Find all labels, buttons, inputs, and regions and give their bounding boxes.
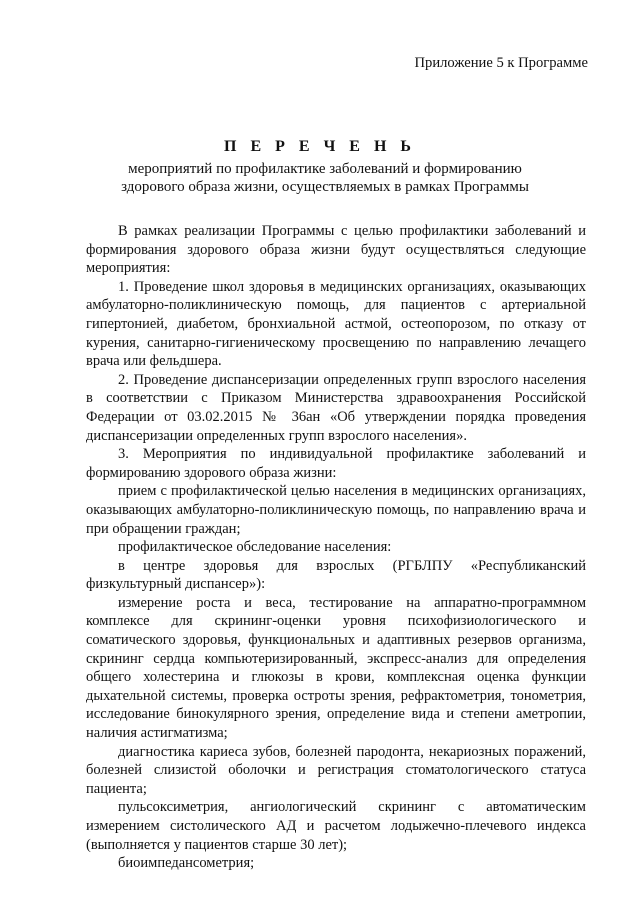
dental-paragraph: диагностика кариеса зубов, болезней пародонта, некариозных поражений, болезней слизистой оболочки и регистрация стоматологического статуса пациента;	[86, 743, 586, 797]
document-subtitle: мероприятий по профилактике заболеваний и формированию здорового образа жизни, осуществляемых в рамках Программы	[121, 161, 529, 195]
examination-paragraph: профилактическое обследование населения:	[118, 539, 392, 556]
intro-paragraph: В рамках реализации Программы с целью профилактики заболеваний и формирования здорового образа жизни будут осуществляться следующие мероприятия:	[86, 223, 586, 277]
item-1-paragraph: 1. Проведение школ здоровья в медицинских организациях, оказывающих амбулаторно-поликлиническую помощь, для пациентов с артериальной гипертонией, диабетом, бронхиальной астмой, остеопорозом, по отказу от курения, санитарно-гигиеническому просвещению по направлению лечащего врача или фельдшера.	[86, 278, 586, 370]
item-2-paragraph: 2. Проведение диспансеризации определенных групп взрослого населения в соответствии с Приказом Министерства здравоохранения Российской Федерации от 03.02.2015 № 36ан «Об утверждении порядка проведения диспансеризации определенных групп взрослого населения».	[86, 371, 586, 444]
bioimpedance-paragraph: биоимпедансометрия;	[118, 855, 255, 872]
reception-paragraph: прием с профилактической целью населения в медицинских организациях, оказывающих амбулаторно-поликлиническую помощь, по направлению врача и при обращении граждан;	[86, 483, 586, 537]
document-body	[86, 222, 586, 873]
item-3-paragraph: 3. Мероприятия по индивидуальной профилактике заболеваний и формированию здорового образа жизни:	[86, 446, 586, 481]
health-center-paragraph: в центре здоровья для взрослых (РГБЛПУ «Республиканский физкультурный диспансер»):	[86, 557, 586, 593]
document-title: П Е Р Е Ч Е Н Ь	[224, 138, 416, 155]
pulse-oximetry-paragraph: пульсоксиметрия, ангиологический скрининг с автоматическим измерением систолического АД и расчетом лодыжечно-плечевого индекса (выполняется у пациентов старше 30 лет);	[86, 799, 586, 853]
appendix-reference: Приложение 5 к Программе	[414, 55, 588, 71]
measurements-paragraph: измерение роста и веса, тестирование на аппаратно-программном комплексе для скрининг-оценки уровня психофизиологического и соматического здоровья, функциональных и адаптивных резервов организма, скрининг сердца компьютеризированный, экспресс-анализ для определения общего холестерина и глюкозы в крови, комплексная оценка функции дыхательной системы, проверка остроты зрения, рефрактометрия, тонометрия, исследование бинокулярного зрения, определение вида и степени аметропии, наличия астигматизма;	[86, 594, 586, 742]
